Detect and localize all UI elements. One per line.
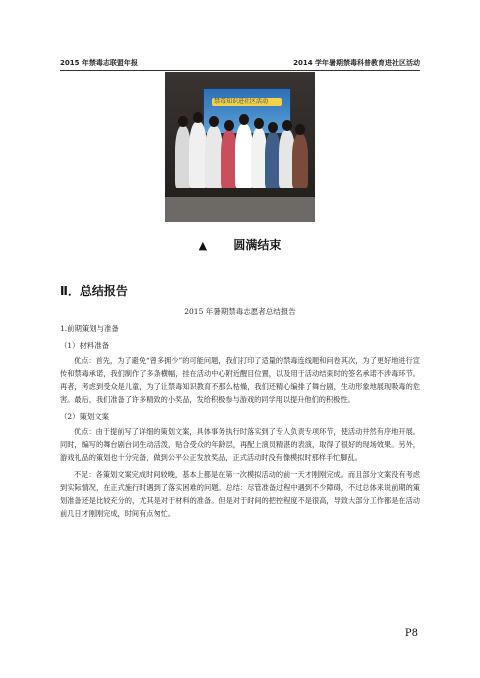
report-title: 2015 年暑期禁毒志愿者总结报告	[184, 307, 296, 316]
paragraph-plan-weaknesses: 不足：各策划文案完成时间较晚，基本上都是在第一次模拟活动的前一天才刚刚完成。而且部分文案没有考虑到实际情况，在正式施行时遇到了落实困难的问题。总结：尽管准备过程中遇到不少障碍，不过总体来说前期的策划准备还是比较充分的，尤其是对于材料的准备。但是对于时间的把控程度不是很高，导致大部分工作都是在活动前几日才刚刚完成，时间有点匆忙。	[60, 470, 420, 518]
header-rule	[60, 70, 420, 71]
report-body	[60, 322, 420, 520]
triangle-icon: ▲	[198, 239, 208, 252]
subheading-plan-docs: （2）策划文案	[60, 412, 110, 421]
page-number: P8	[404, 628, 418, 639]
caption-text: 圆满结束	[233, 238, 282, 252]
heading-planning: 1.前期策划与准备	[60, 324, 119, 333]
screen-text: 禁毒知识进社区活动	[214, 98, 269, 105]
paragraph-materials: 优点：首先，为了避免“曾多拥少”的可能问题，我们打印了适量的禁毒连线题和问卷其次，为了更好地进行宣传和禁毒承诺，我们制作了多条横幅，挂在活动中心附近醒目位置，以及用于活动结束时的签名承诺不涉毒环节。再者，考虑到受众是儿童，为了让禁毒知识教育不那么枯燥，我们还精心编排了舞台剧，生动形象地展现吸毒的危害。最后，我们准备了许多精致的小奖品，发给积极参与游戏的同学用以提升他们的积极性。	[60, 356, 420, 404]
group-photo	[165, 72, 315, 222]
header-right: 2014 学年暑期禁毒科普教育进社区活动	[293, 59, 420, 67]
subheading-materials: （1）材料准备	[60, 341, 110, 350]
page-header	[60, 58, 420, 70]
paragraph-plan-strengths: 优点：由于提前写了详细的策划文案，具体事务执行时落实到了专人负责专项环节，使活动井然有序地开展。同时，编写的舞台剧台词生动活泼，贴合受众的年龄层，再配上演员精湛的表演，取得了很好的现场效果。另外，游戏礼品的策划也十分完备，做到公平公正发放奖品，正式活动时没有像模拟时那样手忙脚乱。	[60, 427, 420, 462]
photo-caption	[0, 236, 480, 253]
header-left: 2015 年禁毒志联盟年报	[60, 59, 138, 67]
section-title: Ⅱ．总结报告	[60, 284, 128, 298]
